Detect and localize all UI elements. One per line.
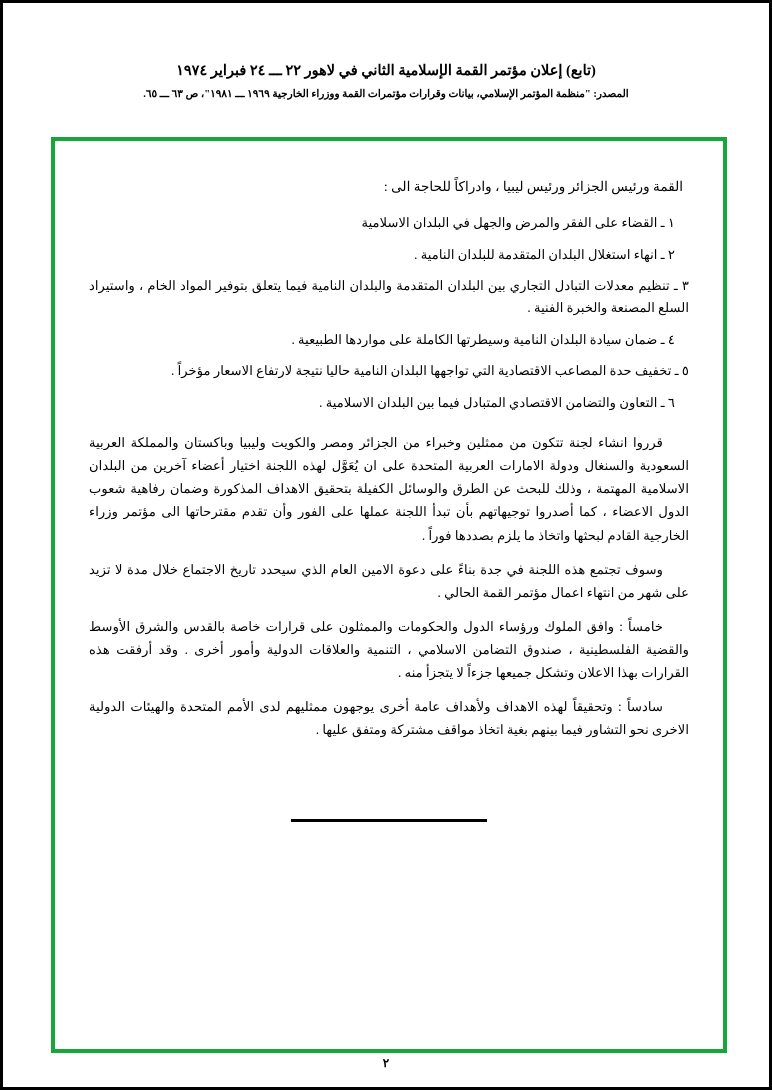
- section-divider: [55, 809, 723, 827]
- body-paragraph: قرروا انشاء لجنة تتكون من ممثلين وخبراء من الجزائر ومصر والكويت وليبيا وباكستان والمملكة العربية السعودية والسنغال ودولة الامارات العربية المتحدة على ان يُعَوَّل لهذه اللجنة اختيار أعضاء آخرين من البلدان الاسلامية المهتمة ، وذلك للبحث عن الطرق والوسائل الكفيلة بتحقيق الاهداف المذكورة وضمان رفاهية شعوب الدول الاعضاء ، كما أصدروا توجيهاتهم بأن تبدأ اللجنة عملها على الفور وأن تقدم مقترحاتها الى مؤتمر وزراء الخارجية القادم لبحثها واتخاذ ما يلزم بصددها فوراً .: [89, 435, 689, 543]
- list-item: ٦ ـ التعاون والتضامن الاقتصادي المتبادل فيما بين البلدان الاسلامية .: [319, 394, 675, 410]
- page-header: [3, 61, 769, 103]
- content-box: [51, 137, 727, 1053]
- page-number: ٢: [382, 1056, 390, 1070]
- document-title: (تابع) إعلان مؤتمر القمة الإسلامية الثاني في لاهور ٢٢ ـــ ٢٤ فبراير ١٩٧٤: [176, 63, 596, 79]
- document-source-line: المصدر: "منظمة المؤتمر الإسلامي، بيانات وقرارات مؤتمرات القمة ووزراء الخارجية ١٩٦٩ ـــ ١٩٨١"، ص ٦٣ ـــ ٦٥.: [143, 89, 629, 101]
- list-item: ٢ ـ انهاء استغلال البلدان المتقدمة للبلدان النامية .: [414, 246, 675, 262]
- body-paragraph: وسوف تجتمع هذه اللجنة في جدة بناءً على دعوة الامين العام الذي سيحدد تاريخ الاجتماع خلال مدة لا تزيد على شهر من انتهاء اعمال مؤتمر القمة الحالي .: [89, 561, 689, 600]
- document-body: [89, 175, 689, 752]
- body-lead: القمة ورئيس الجزائر ورئيس ليبيا ، وادراكاً للحاجة الى :: [383, 179, 683, 194]
- spacer: [89, 423, 689, 431]
- list-item: ٣ ـ تنظيم معدلات التبادل التجاري بين البلدان المتقدمة والبلدان النامية فيما يتعلق بتوفير المواد الخام ، واستيراد السلع المصنعة والخبرة الفنية .: [89, 277, 689, 316]
- list-item: ١ ـ القضاء على الفقر والمرض والجهل في البلدان الاسلامية: [361, 215, 675, 231]
- body-paragraph: خامساً : وافق الملوك ورؤساء الدول والحكومات والممثلون على قرارات خاصة بالقدس والشرق الأوسط والقضية الفلسطينية ، صندوق التضامن الاسلامي ، التنمية والعلاقات الدولية وأمور أخرى . وقد أرفقت هذه القرارات بهذا الاعلان وتشكل جميعها جزءاً لا يتجزأ منه .: [89, 618, 689, 681]
- list-item: ٥ ـ تخفيف حدة المصاعب الاقتصادية التي تواجهها البلدان النامية حاليا نتيجة لارتفاع الاسعار مؤخراً .: [171, 363, 689, 379]
- body-paragraph: سادساً : وتحقيقاً لهذه الاهداف ولأهداف عامة أخرى يوجهون ممثليهم لدى الأمم المتحدة والهيئات الدولية الاخرى نحو التشاور فيما بينهم بغية اتخاذ مواقف مشتركة ومتفق عليها .: [89, 699, 689, 738]
- list-item: ٤ ـ ضمان سيادة البلدان النامية وسيطرتها الكاملة على مواردها الطبيعية .: [291, 331, 675, 347]
- divider-line: [291, 819, 487, 822]
